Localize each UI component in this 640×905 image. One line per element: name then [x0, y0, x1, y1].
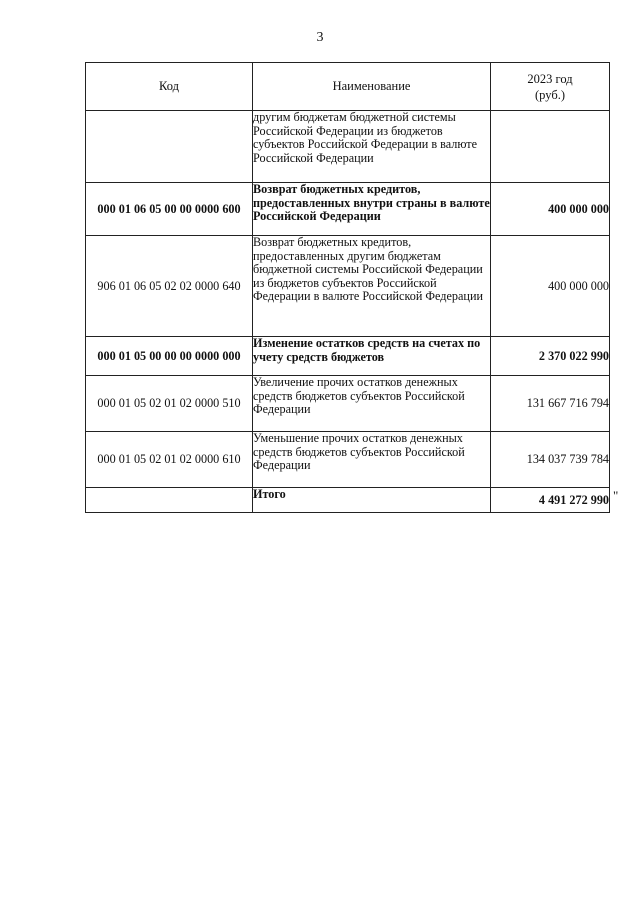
header-year-unit: (руб.)	[535, 87, 565, 102]
budget-sources-table	[85, 62, 610, 513]
row-code	[86, 488, 253, 513]
row-amount: 134 037 739 784	[491, 432, 610, 488]
row-name: другим бюджетам бюджетной системы Российской Федерации из бюджетов субъектов Российской Федерации в валюте Российской Федерации	[253, 111, 491, 183]
header-year	[491, 63, 610, 111]
row-name: Изменение остатков средств на счетах по учету средств бюджетов	[253, 337, 491, 376]
table-row	[86, 337, 610, 376]
header-code: Код	[86, 63, 253, 111]
row-code: 906 01 06 05 02 02 0000 640	[86, 236, 253, 337]
table-row	[86, 376, 610, 432]
row-code: 000 01 05 02 01 02 0000 610	[86, 432, 253, 488]
row-code: 000 01 05 00 00 00 0000 000	[86, 337, 253, 376]
row-amount: 400 000 000	[491, 183, 610, 236]
row-amount	[491, 111, 610, 183]
table-row	[86, 111, 610, 183]
page-number: 3	[316, 30, 324, 45]
row-code: 000 01 05 02 01 02 0000 510	[86, 376, 253, 432]
row-code	[86, 111, 253, 183]
row-code: 000 01 06 05 00 00 0000 600	[86, 183, 253, 236]
row-name: Итого	[253, 488, 491, 513]
row-amount: 131 667 716 794	[491, 376, 610, 432]
row-amount: 2 370 022 990	[491, 337, 610, 376]
row-amount: 4 491 272 990	[491, 488, 610, 513]
row-name: Увеличение прочих остатков денежных средств бюджетов субъектов Российской Федерации	[253, 376, 491, 432]
table-row	[86, 183, 610, 236]
table-row	[86, 488, 610, 513]
table-row	[86, 236, 610, 337]
closing-quote: "	[613, 488, 619, 503]
table-row	[86, 432, 610, 488]
row-name: Возврат бюджетных кредитов, предоставленных внутри страны в валюте Российской Федерации	[253, 183, 491, 236]
row-amount: 400 000 000	[491, 236, 610, 337]
header-year-label: 2023 год	[527, 71, 573, 86]
header-name: Наименование	[253, 63, 491, 111]
table-header-row	[86, 63, 610, 111]
row-name: Уменьшение прочих остатков денежных средств бюджетов субъектов Российской Федерации	[253, 432, 491, 488]
row-name: Возврат бюджетных кредитов, предоставленных другим бюджетам бюджетной системы Российской Федерации из бюджетов субъектов Российской Федерации в валюте Российской Федерации	[253, 236, 491, 337]
